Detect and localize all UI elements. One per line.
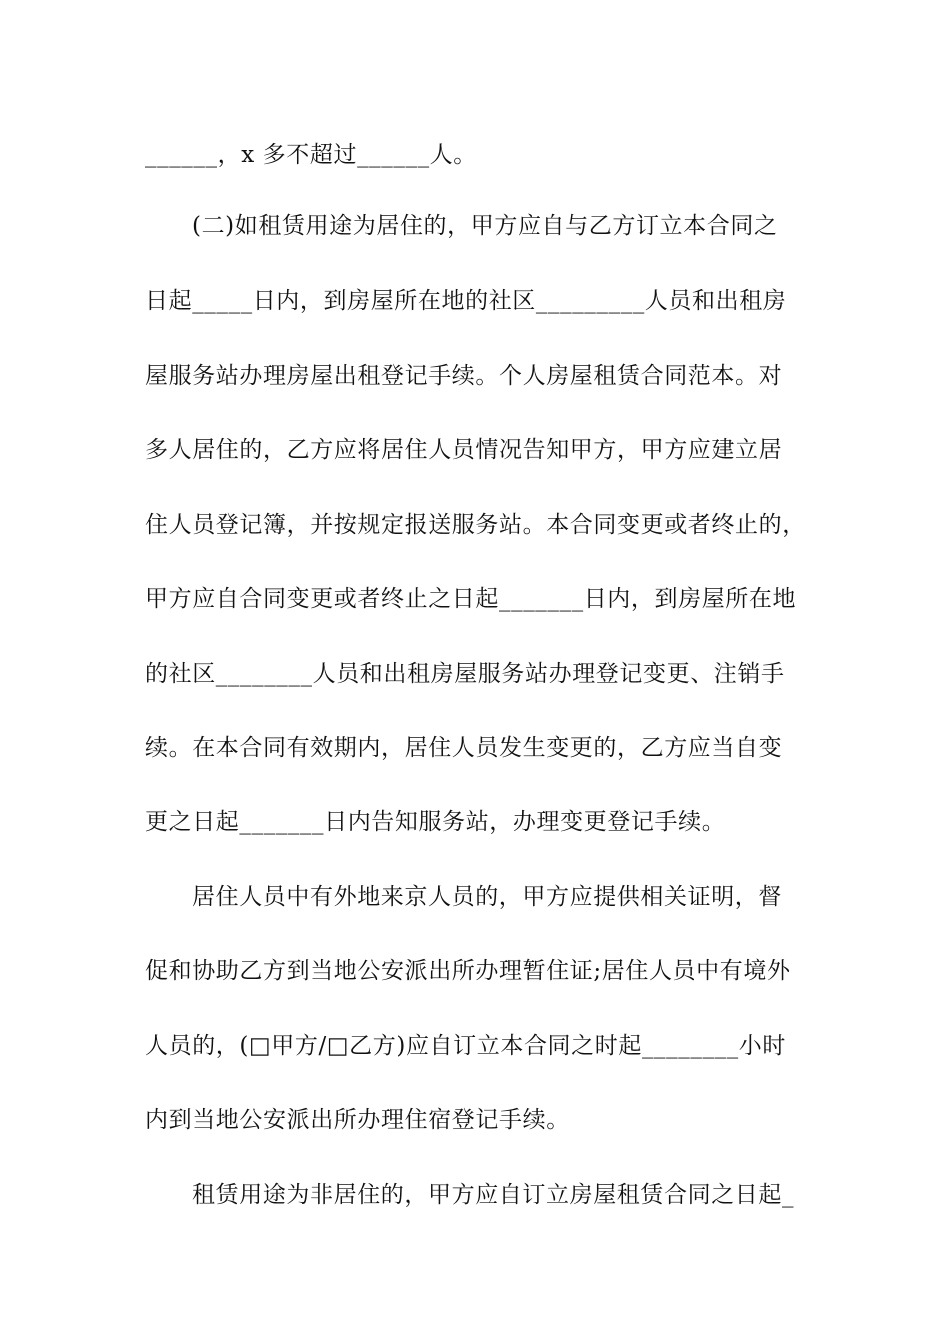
- text-line-13: 人员的，(□甲方/□乙方)应自订立本合同之时起________小时: [145, 1033, 786, 1059]
- text-line-10: 更之日起_______日内告知服务站，办理变更登记手续。: [145, 809, 726, 835]
- text-line-2: (二)如租赁用途为居住的，甲方应自与乙方订立本合同之: [192, 213, 778, 239]
- text-line-9: 续。在本合同有效期内，居住人员发生变更的，乙方应当自变: [145, 735, 783, 761]
- text-line-14: 内到当地公安派出所办理住宿登记手续。: [145, 1107, 570, 1133]
- text-line-7: 甲方应自合同变更或者终止之日起_______日内，到房屋所在地: [145, 586, 797, 612]
- text-line-3: 日起_____日内，到房屋所在地的社区_________人员和出租房: [145, 288, 787, 314]
- text-line-1: ______，x 多不超过______人。: [145, 142, 477, 168]
- text-line-11: 居住人员中有外地来京人员的，甲方应提供相关证明，督: [192, 884, 782, 910]
- text-line-8: 的社区________人员和出租房屋服务站办理登记变更、注销手: [145, 661, 785, 687]
- text-line-6: 住人员登记簿，并按规定报送服务站。本合同变更或者终止的，: [145, 512, 806, 538]
- text-line-4: 屋服务站办理房屋出租登记手续。个人房屋租赁合同范本。对: [145, 363, 783, 389]
- text-line-12: 促和协助乙方到当地公安派出所办理暂住证;居住人员中有境外: [145, 958, 791, 984]
- text-line-5: 多人居住的，乙方应将居住人员情况告知甲方，甲方应建立居: [145, 437, 783, 463]
- text-line-15: 租赁用途为非居住的，甲方应自订立房屋租赁合同之日起_: [192, 1182, 795, 1208]
